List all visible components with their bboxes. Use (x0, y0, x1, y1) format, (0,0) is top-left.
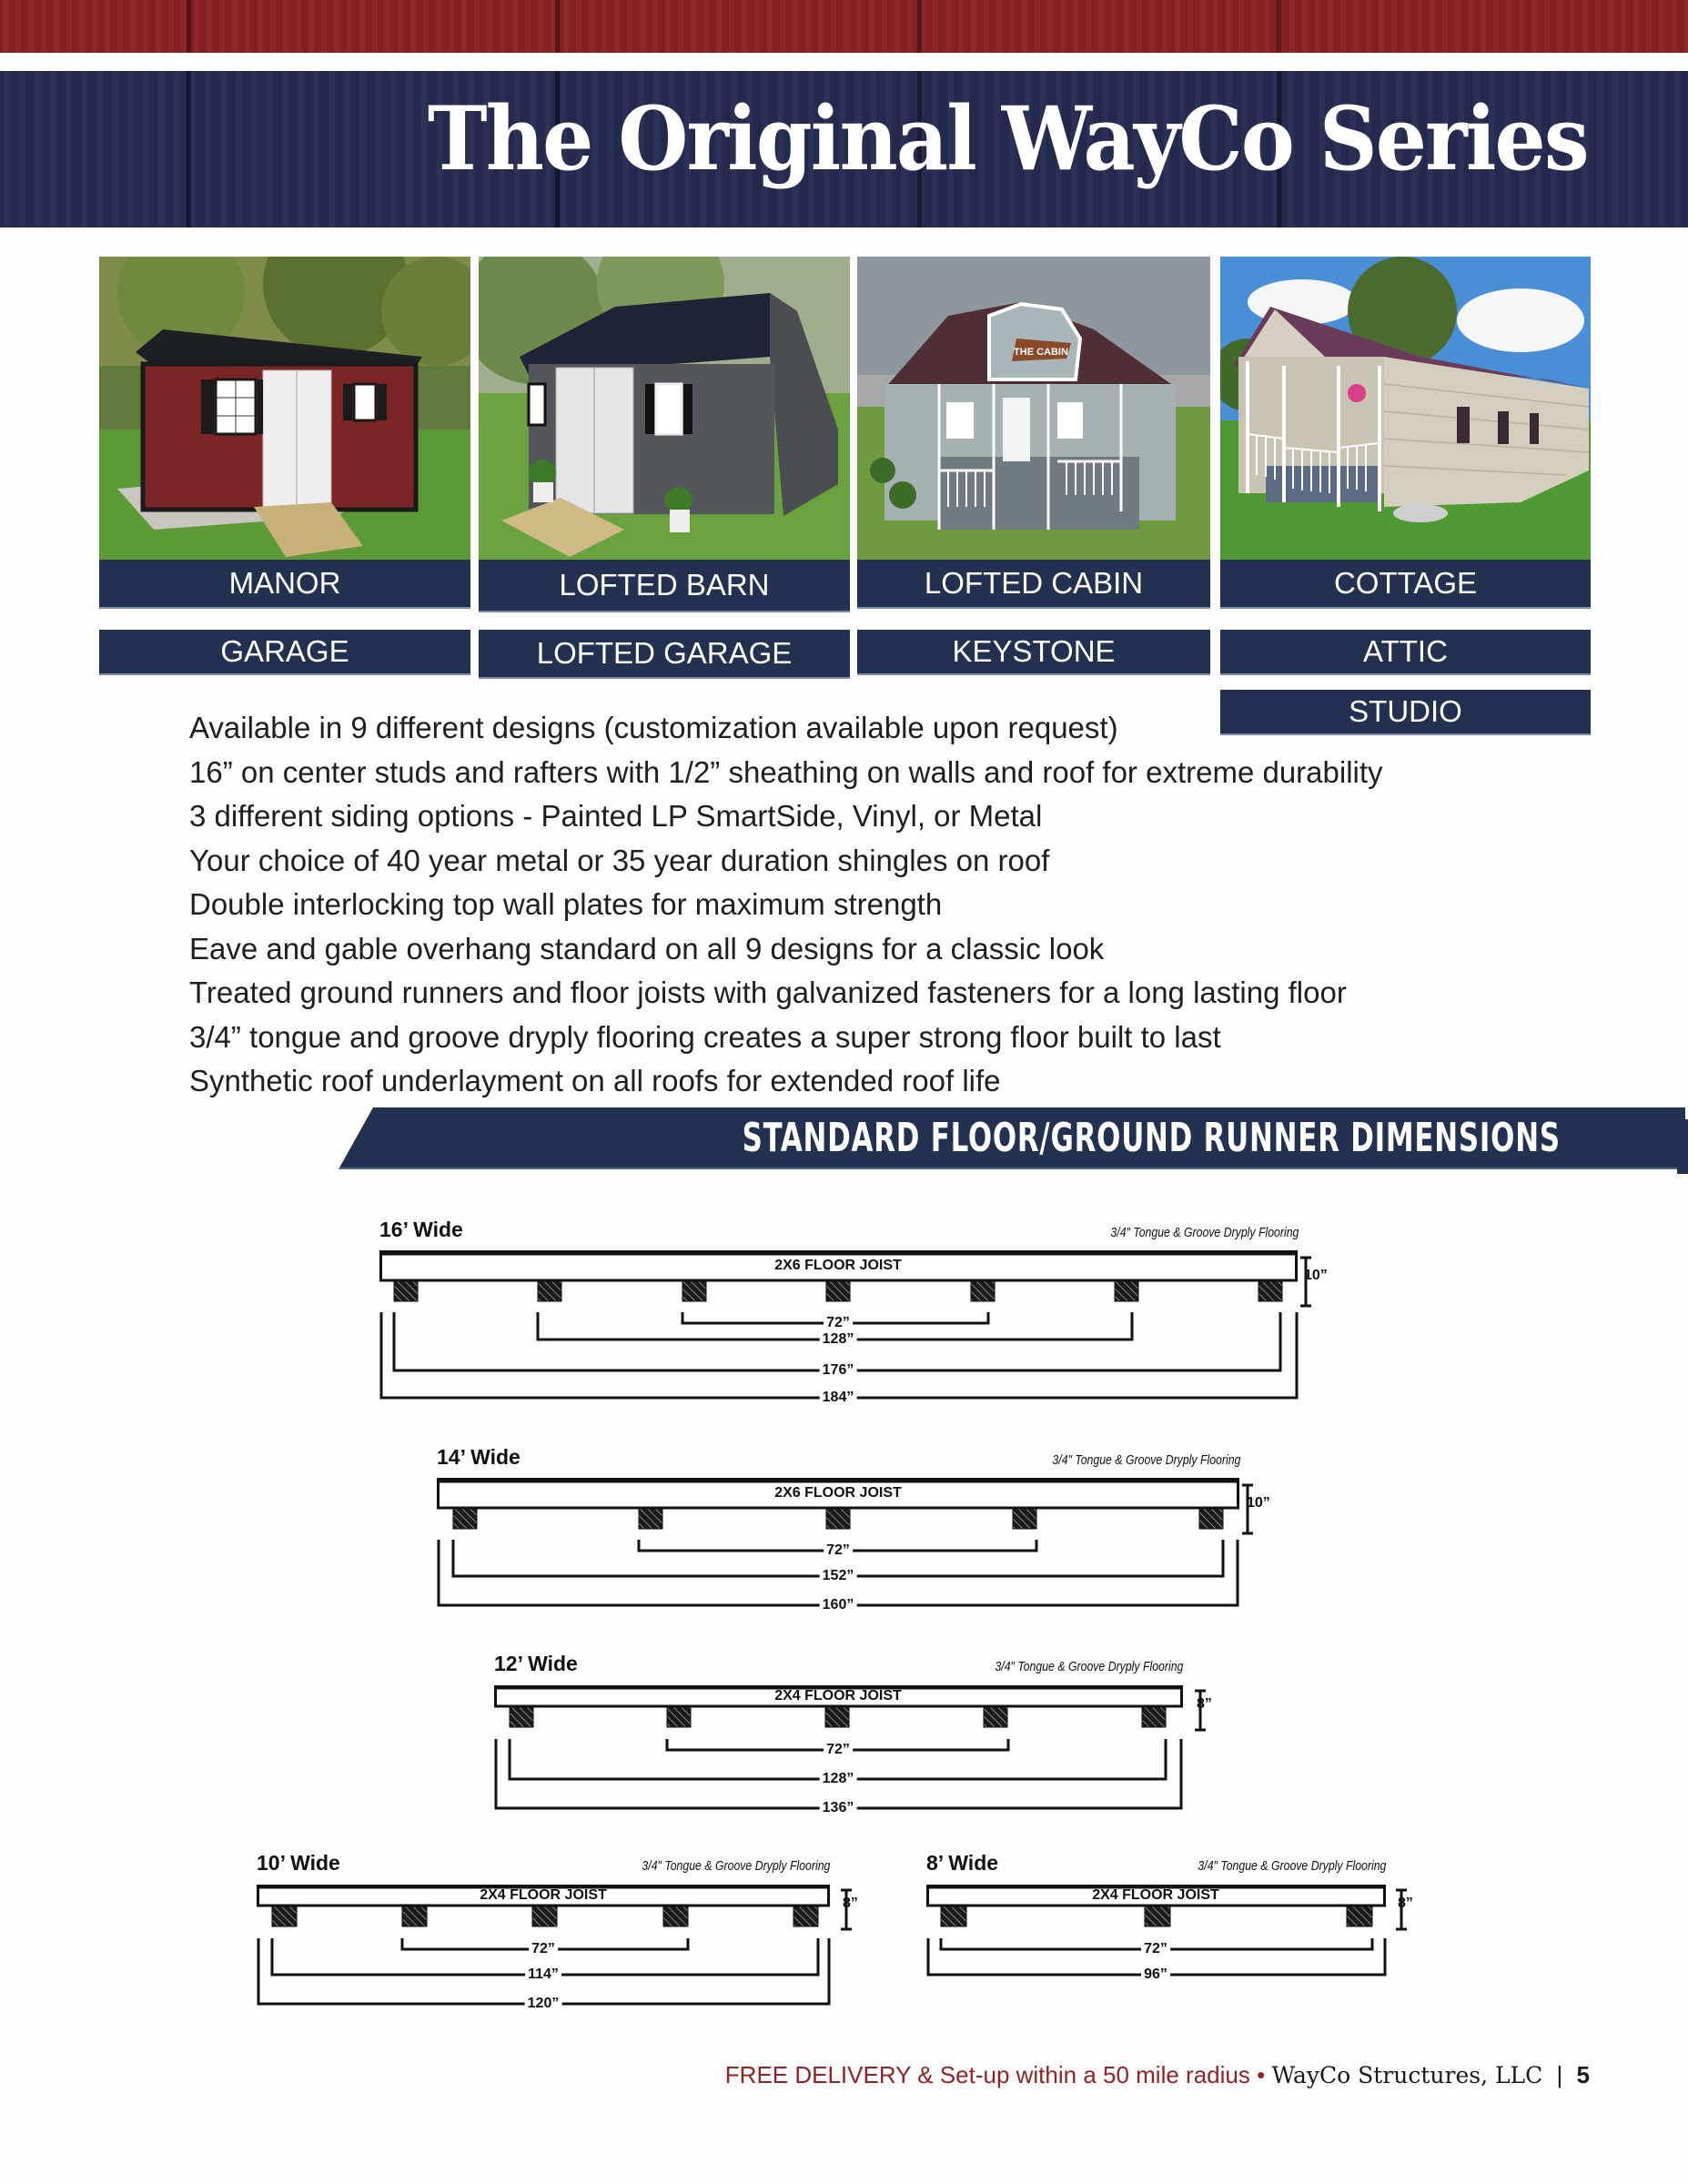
height-label: 8” (843, 1896, 858, 1911)
label-studio: STUDIO (1220, 690, 1591, 735)
feature-item: Available in 9 different designs (customization available upon request) (189, 711, 1118, 744)
joist-diagram-drawing (379, 1218, 1344, 1427)
feature-item: Eave and gable overhang standard on all 9 designs for a classic look (189, 931, 1105, 966)
feature-item: Double interlocking top wall plates for maximum strength (189, 887, 943, 921)
dimension-label: 152” (820, 1568, 857, 1584)
footer-promo: FREE DELIVERY & Set-up within a 50 mile radius (724, 2061, 1250, 2088)
dimension-label: 72” (824, 1315, 853, 1331)
wide-label: 8’ Wide (926, 1851, 999, 1875)
manor-photo (99, 257, 470, 560)
section-title: STANDARD FLOOR/GROUND RUNNER DIMENSIONS (742, 1115, 1561, 1161)
label-lofted-cabin: LOFTED CABIN (857, 560, 1210, 609)
dimension-label: 184” (820, 1390, 857, 1406)
dimension-label: 72” (824, 1542, 853, 1559)
feature-item: Synthetic roof underlayment on all roofs for extended roof life (189, 1064, 1001, 1097)
dimension-label: 72” (824, 1742, 853, 1758)
header-white-stripe (0, 53, 1688, 71)
feature-item: 16” on center studs and rafters with 1/2” sheathing on walls and roof for extreme durability (189, 754, 1383, 789)
flooring-label: 3/4" Tongue & Groove Dryply Flooring (1110, 1225, 1299, 1240)
joist-diagram-drawing (257, 1851, 894, 2033)
dimension-label: 72” (1141, 1941, 1170, 1957)
label-manor: MANOR (99, 560, 470, 609)
lofted-barn-photo (479, 257, 850, 560)
page-title: The Original WayCo Series (428, 87, 1588, 190)
footer-dot: • (1257, 2061, 1266, 2088)
flooring-label: 3/4" Tongue & Groove Dryply Flooring (995, 1659, 1183, 1674)
dimension-label: 136” (820, 1800, 857, 1816)
joist-label: 2X6 FLOOR JOIST (774, 1258, 902, 1273)
dimension-label: 120” (525, 1996, 562, 2012)
section-banner-tab (1677, 1119, 1688, 1174)
dimension-label: 128” (820, 1331, 857, 1348)
label-garage: GARAGE (99, 630, 470, 675)
dimension-label: 160” (820, 1597, 857, 1613)
wide-label: 10’ Wide (257, 1851, 340, 1875)
feature-item: Treated ground runners and floor joists with galvanized fasteners for a long lasting floor (189, 976, 1347, 1009)
wide-label: 16’ Wide (379, 1218, 463, 1241)
wide-label: 14’ Wide (437, 1445, 521, 1469)
height-label: 10” (1247, 1495, 1270, 1511)
footer (725, 2058, 1590, 2092)
header-red-wood-band (0, 0, 1688, 53)
cabin-sign-text: THE CABIN (1014, 347, 1068, 358)
label-cottage: COTTAGE (1220, 560, 1591, 609)
joist-label: 2X6 FLOOR JOIST (774, 1485, 902, 1501)
page-number: 5 (1576, 2061, 1590, 2088)
height-label: 10” (1304, 1268, 1328, 1283)
label-keystone: KEYSTONE (857, 630, 1210, 675)
dimension-label: 176” (820, 1362, 857, 1379)
feature-list (189, 706, 1554, 1104)
flooring-label: 3/4" Tongue & Groove Dryply Flooring (1198, 1858, 1386, 1874)
wide-label: 12’ Wide (494, 1652, 578, 1675)
dimension-label: 114” (525, 1967, 561, 1983)
joist-diagram-drawing (494, 1652, 1240, 1834)
feature-item: 3/4” tongue and groove dryply flooring creates a super strong floor built to last (189, 1019, 1221, 1054)
flooring-label: 3/4" Tongue & Groove Dryply Flooring (642, 1858, 830, 1874)
height-label: 8” (1398, 1896, 1413, 1911)
dimension-label: 72” (529, 1941, 558, 1957)
dimension-label: 96” (1141, 1967, 1170, 1983)
label-lofted-barn: LOFTED BARN (479, 560, 850, 612)
joist-label: 2X4 FLOOR JOIST (774, 1688, 902, 1704)
footer-separator: | (1556, 2061, 1563, 2088)
joist-label: 2X4 FLOOR JOIST (480, 1887, 607, 1903)
footer-company: WayCo Structures, LLC (1271, 2062, 1543, 2088)
feature-item: Your choice of 40 year metal or 35 year duration shingles on roof (189, 843, 1050, 877)
lofted-cabin-photo (857, 257, 1210, 560)
joist-label: 2X4 FLOOR JOIST (1092, 1887, 1219, 1903)
feature-item: 3 different siding options - Painted LP SmartSide, Vinyl, or Metal (189, 799, 1043, 833)
label-attic: ATTIC (1220, 630, 1591, 675)
flooring-label: 3/4" Tongue & Groove Dryply Flooring (1052, 1452, 1240, 1468)
joist-diagram-drawing (437, 1445, 1292, 1627)
dimension-label: 128” (820, 1771, 857, 1787)
joist-diagram-drawing (926, 1851, 1436, 2033)
label-lofted-garage: LOFTED GARAGE (479, 630, 850, 679)
height-label: 8” (1197, 1696, 1212, 1712)
cottage-photo (1220, 257, 1591, 560)
